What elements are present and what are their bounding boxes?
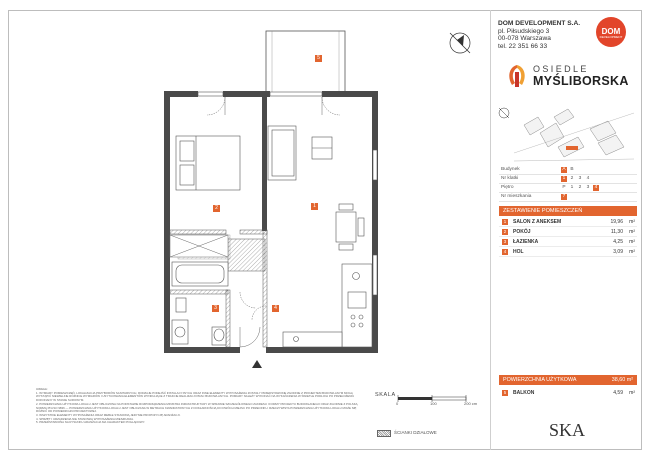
room-number: 1	[503, 218, 507, 224]
info-cell: 2	[578, 185, 582, 190]
room-area: 3,09	[613, 249, 623, 255]
armchair	[312, 137, 332, 159]
company-city: 00-078 Warszawa	[498, 35, 551, 43]
room-name: SALON Z ANEKSEM	[513, 219, 562, 225]
legend-label: ŚCIANKI DZIAŁOWE	[394, 430, 437, 435]
room-label-2: 2	[213, 205, 220, 212]
total-area-bar	[499, 375, 637, 385]
info-row	[499, 166, 637, 175]
room-number: 4	[503, 248, 507, 254]
info-row	[499, 175, 637, 184]
site-map-highlight	[566, 146, 578, 150]
legend	[377, 429, 487, 437]
room-name: POKÓJ	[513, 229, 531, 235]
ska-logo-text: SKA	[549, 420, 586, 440]
room-area: 11,30	[610, 229, 623, 235]
balcony-row	[499, 388, 637, 397]
company-address	[498, 20, 580, 50]
balcony-name: BALKON	[513, 390, 535, 396]
rooms-header: ZESTAWIENIE POMIESZCZEŃ	[499, 206, 637, 216]
info-cell: 2	[570, 176, 574, 181]
bed	[176, 136, 240, 190]
room-area: 19,96	[610, 219, 623, 225]
scale-mark: 0	[396, 401, 399, 406]
balcony-number: 5	[503, 389, 507, 395]
room-row	[499, 227, 637, 237]
wardrobe	[170, 235, 228, 257]
notes	[36, 388, 366, 425]
info-row	[499, 184, 637, 193]
brand-logo	[505, 63, 635, 93]
scale-label: SKALA	[375, 392, 396, 398]
info-cell: 3	[586, 185, 590, 190]
total-area-value: 38,60 m²	[611, 377, 633, 383]
info-cell: 4	[586, 176, 590, 181]
entrance-arrow	[252, 360, 262, 368]
dom-logo	[596, 17, 626, 47]
partition-swatch	[377, 430, 391, 437]
balcony-unit: m²	[629, 390, 635, 396]
info-cell: 1	[562, 176, 566, 181]
info-cell: B	[570, 167, 574, 172]
note-item: 4. SPRZĘT I URZĄDZENIA NIE STANOWIĄ WYPOSAŻENIA MIESZKANIA.	[36, 416, 134, 421]
sofa	[268, 126, 296, 180]
rooms-list	[499, 217, 637, 257]
info-cell: P	[562, 185, 566, 190]
room-area: 4,25	[613, 239, 623, 245]
scale-mark: 100	[430, 401, 437, 406]
room-name: HOL	[513, 249, 524, 255]
scale	[375, 392, 485, 406]
note-item: 3. WSZYSTKIE ELEMENTY WYPOSAŻENIA ORAZ MEBLE STANOWIĄ JEDYNIE PROPOZYCJĘ ARANŻACJI.	[36, 412, 181, 417]
room-number: 3	[503, 238, 507, 244]
info-cell: A	[562, 167, 566, 172]
dom-logo-text: DOM	[601, 27, 621, 36]
room-row	[499, 217, 637, 227]
room-unit: m²	[629, 229, 635, 235]
info-cell: 3	[578, 176, 582, 181]
info-cell: 7	[562, 194, 566, 199]
room-unit: m²	[629, 219, 635, 225]
company-phone: tel. 22 351 66 33	[498, 42, 548, 50]
note-item: 2. POWIERZCHNIA UŻYTKOWA LOKALU JEST OBLICZONA NA PODSTAWIE ROZPORZĄDZENIA MINISTRA INFRASTRUKTURY W SPRAWIE SZCZEGÓŁOWEGO ZAKRESU I FORMY PROJEKTU BUDOWLANEGO ORAZ ZGODNIE Z POLSKĄ NORMĄ PN-ISO 9836 — POWIERZCHNIA UŻYTKOWA LOKALU JEST OBLICZANA W METRACH KWADRATOWYCH Z DOKŁADNOŚCIĄ DO DWÓCH MIEJSC PO PRZECINKU. RZECZYWISTA POWIERZCHNIA UŻYTKOWA LOKALU MOŻE SIĘ RÓŻNIĆ OD POWIERZCHNI PROJEKTOWEJ.	[36, 401, 358, 414]
room-label-4: 4	[272, 305, 279, 312]
balcony-area: 4,59	[613, 390, 623, 396]
compass-icon	[450, 33, 470, 53]
info-row	[499, 193, 637, 202]
scale-mark: 200 cm	[464, 401, 478, 406]
notes-header: UWAGA:	[36, 387, 48, 391]
room-label-1: 1	[311, 203, 318, 210]
total-area-label: POWIERZCHNIA UŻYTKOWA	[503, 377, 577, 383]
brand-mark-icon	[505, 63, 529, 89]
info-label: Piętro	[501, 185, 514, 190]
dining-table	[336, 204, 364, 250]
brand-line1: OSIEDLE	[533, 64, 589, 74]
info-label: Nr klatki	[501, 176, 519, 181]
room-unit: m²	[629, 249, 635, 255]
bathtub	[172, 262, 228, 286]
info-label: Budynek	[501, 167, 520, 172]
note-item: 1. WYMIARY POMIESZCZEŃ, LOKALIZACJA PRZYBORÓW SANITARNYCH, RODZAJE PODEJŚĆ INSTALACYJNYCH ORAZ INNE ELEMENTY WYPOSAŻENIA ZOSTAŁY PRZEDSTAWIONE ZGODNIE Z PROJEKTEM BUDOWLANYM MOGĄ WYSTĄPIĆ NIEWIELKIE RÓŻNICE WYMIARÓW I USYTUOWANIA ELEMENTÓW WYNIKAJĄCE Z TRAKCIE REALIZACJI PRAC BUDOWLANYCH. POMIARY NALEŻY WYKONAĆ NA WYKAŃCZENIA W ŚWIETLE PODŁOGI PO PRZEŁOŻENIU DOKONANY W STANIE SUROWYM.	[36, 390, 355, 403]
room-row	[499, 237, 637, 247]
company-name: DOM DEVELOPMENT S.A.	[498, 20, 581, 27]
kitchen	[283, 264, 372, 347]
company-street: pl. Piłsudskiego 3	[498, 27, 550, 35]
site-compass-icon	[499, 108, 509, 118]
room-label-5: 5	[315, 55, 322, 62]
room-name: ŁAZIENKA	[513, 239, 539, 245]
info-cell: 1	[570, 185, 574, 190]
dom-logo-subtext: DEVELOPMENT	[599, 35, 623, 39]
note-item: 5. PRZEDSTAWIONA NA RYSUNKU ARANŻACJA MA CHARAKTER POGLĄDOWY.	[36, 420, 145, 425]
room-unit: m²	[629, 239, 635, 245]
ska-logo-icon	[547, 417, 587, 441]
balcony	[266, 31, 345, 95]
architect-logo	[547, 417, 587, 441]
room-number: 2	[503, 228, 507, 234]
room-label-3: 3	[212, 305, 219, 312]
info-cell: 4	[594, 185, 598, 190]
room-row	[499, 247, 637, 257]
site-map	[494, 103, 642, 165]
info-label: Nr mieszkania	[501, 194, 532, 199]
apartment-info-table	[499, 166, 637, 202]
brand-line2: MYŚLIBORSKA	[533, 74, 629, 88]
